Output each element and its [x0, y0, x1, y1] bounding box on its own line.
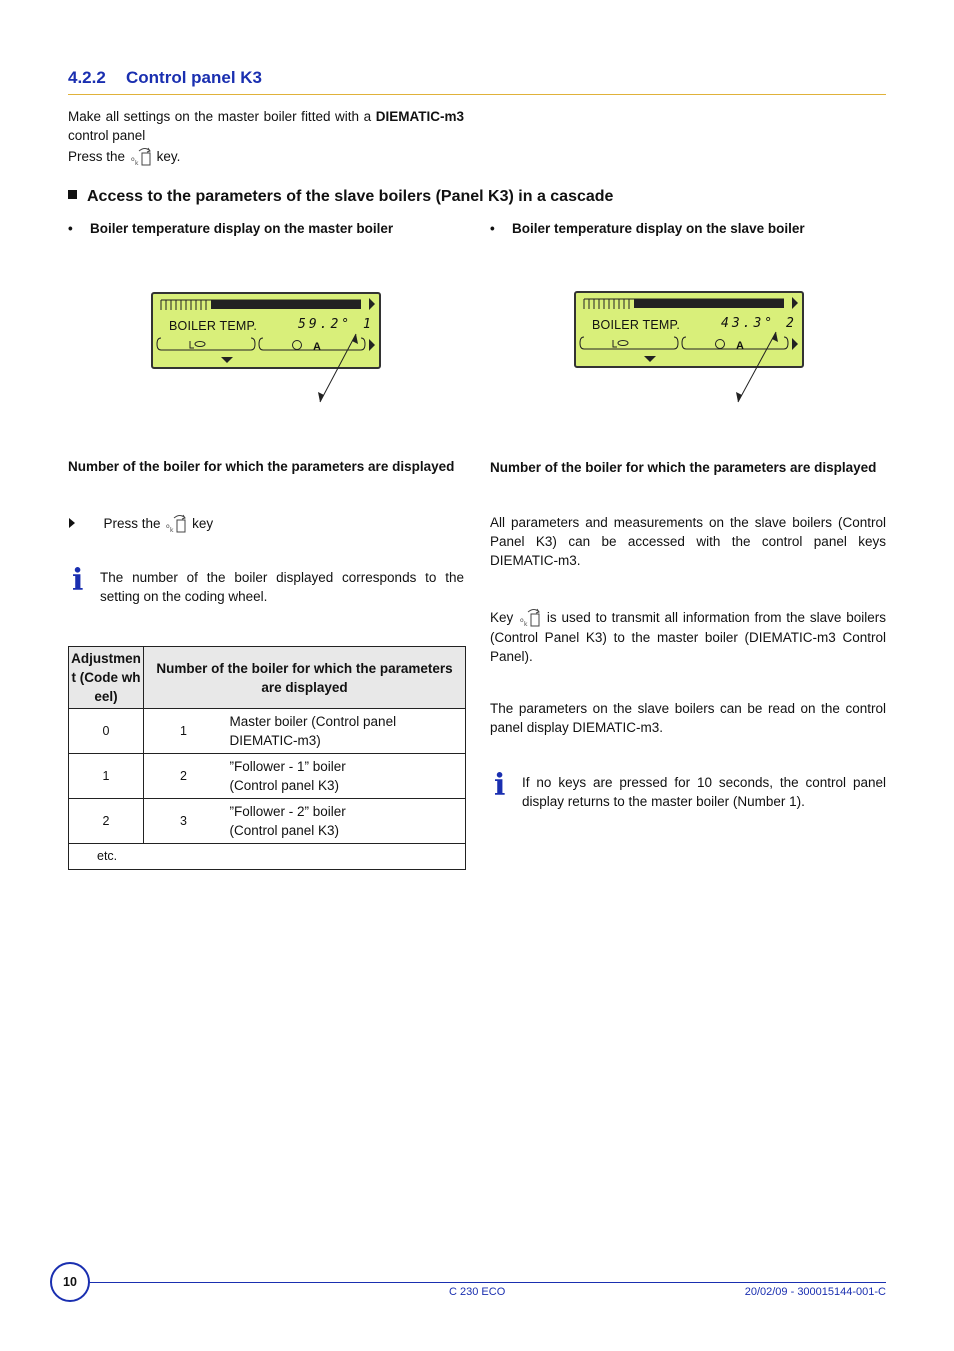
table-cell-desc: ”Follower - 1” boiler (Control panel K3)	[222, 754, 466, 799]
table-footer-row	[69, 844, 466, 870]
footer-product: C 230 ECO	[449, 1286, 506, 1298]
info-key-icon	[518, 606, 542, 628]
time-scale-bar	[211, 300, 361, 309]
table-row	[69, 709, 466, 754]
left-pointer-arrow	[312, 328, 362, 408]
key-symbol-icon	[613, 340, 628, 347]
time-scale-bar	[634, 299, 784, 308]
svg-text:o: o	[130, 156, 135, 163]
info-icon: i	[72, 563, 84, 598]
intro-product: DIEMATIC-m3	[375, 109, 464, 124]
boiler-mode-icon	[293, 341, 302, 350]
display-label: BOILER TEMP.	[169, 319, 258, 333]
info-key-icon	[129, 145, 153, 167]
time-scale-ticks	[161, 300, 206, 310]
key-symbol-icon	[190, 341, 205, 348]
svg-text:o: o	[166, 523, 170, 530]
display-mode: A	[313, 341, 321, 353]
right-pointer-arrow	[732, 326, 782, 406]
table-cell-code: 0	[69, 709, 144, 754]
left-button-bracket	[580, 337, 678, 349]
table-cell-num: 3	[144, 799, 222, 844]
intro-text	[68, 107, 464, 167]
svg-text:k: k	[134, 160, 139, 167]
table-header-code: Adjustment (Code wheel)	[69, 647, 144, 709]
right-arrow-bottom-icon	[792, 338, 798, 350]
left-button-bracket	[157, 338, 255, 350]
section-title-text: Control panel K3	[126, 68, 263, 87]
table-header-number: Number of the boiler for which the parameters are displayed	[144, 647, 466, 709]
time-scale-ticks	[584, 299, 629, 309]
footer-doc-ref: 20/02/09 - 300015144-001-C	[744, 1286, 886, 1298]
svg-text:o: o	[520, 617, 524, 624]
svg-text:k: k	[524, 621, 528, 628]
table-cell-desc: ”Follower - 2” boiler (Control panel K3)	[222, 799, 466, 844]
table-cell-num: 2	[144, 754, 222, 799]
right-arrow-bottom-icon	[369, 339, 375, 351]
display-mode: A	[736, 340, 744, 352]
intro-line2: control panel	[68, 128, 146, 143]
right-info-note: If no keys are pressed for 10 seconds, the control panel display returns to the master boiler (Number 1).	[522, 775, 886, 809]
down-arrow-icon	[644, 356, 656, 362]
boiler-mode-icon	[716, 340, 725, 349]
table-header-row	[69, 647, 466, 709]
table-cell-code: 1	[69, 754, 144, 799]
right-caption: Number of the boiler for which the parameters are displayed	[490, 460, 877, 475]
intro-line1: Make all settings on the master boiler fitted with a DIEMATIC-m3	[68, 109, 464, 124]
right-arrow-top-icon	[369, 298, 375, 310]
section-title	[68, 68, 262, 87]
page-number: 10	[50, 1262, 90, 1302]
title-rule	[68, 94, 886, 95]
table-cell-desc: Master boiler (Control panel DIEMATIC-m3)	[222, 709, 466, 754]
table-row	[69, 799, 466, 844]
right-para-1: All parameters and measurements on the slave boilers (Control Panel K3) can be accessed with the control panel keys DIEMATIC-m3.	[490, 515, 886, 568]
right-arrow-top-icon	[792, 297, 798, 309]
table-cell-etc: etc.	[69, 844, 466, 870]
display-value: 43.3° 2	[721, 316, 797, 331]
subsection-heading: Access to the parameters of the slave boilers (Panel K3) in a cascade	[68, 187, 613, 206]
down-arrow-icon	[221, 357, 233, 363]
left-bullet-heading: • Boiler temperature display on the master boiler	[68, 221, 394, 236]
display-value: 59.2° 1	[298, 317, 374, 332]
right-para-3: The parameters on the slave boilers can be read on the control panel display DIEMATIC-m3.	[490, 701, 886, 735]
left-info-note: The number of the boiler displayed corresponds to the setting on the coding wheel.	[100, 570, 464, 604]
coding-wheel-table	[68, 646, 466, 870]
triangle-bullet-icon	[68, 518, 76, 528]
square-bullet-icon	[68, 190, 77, 199]
info-key-icon	[164, 512, 188, 534]
table-cell-code: 2	[69, 799, 144, 844]
table-row	[69, 754, 466, 799]
left-caption: Number of the boiler for which the parameters are displayed	[68, 459, 455, 474]
display-label: BOILER TEMP.	[592, 318, 681, 332]
table-cell-num: 1	[144, 709, 222, 754]
section-number: 4.2.2	[68, 68, 106, 87]
right-para-2: Key o k is used to transmit all information from the slave boilers (Control Panel K3) to the master boiler (DIEMATIC-m3 Control Panel).	[490, 606, 886, 666]
intro-press: Press the o k key.	[68, 145, 464, 167]
svg-text:k: k	[170, 527, 174, 534]
right-bullet-heading: • Boiler temperature display on the slave boiler	[490, 221, 805, 236]
press-key-step: Press the o k key	[68, 512, 213, 534]
info-icon: i	[494, 768, 506, 803]
